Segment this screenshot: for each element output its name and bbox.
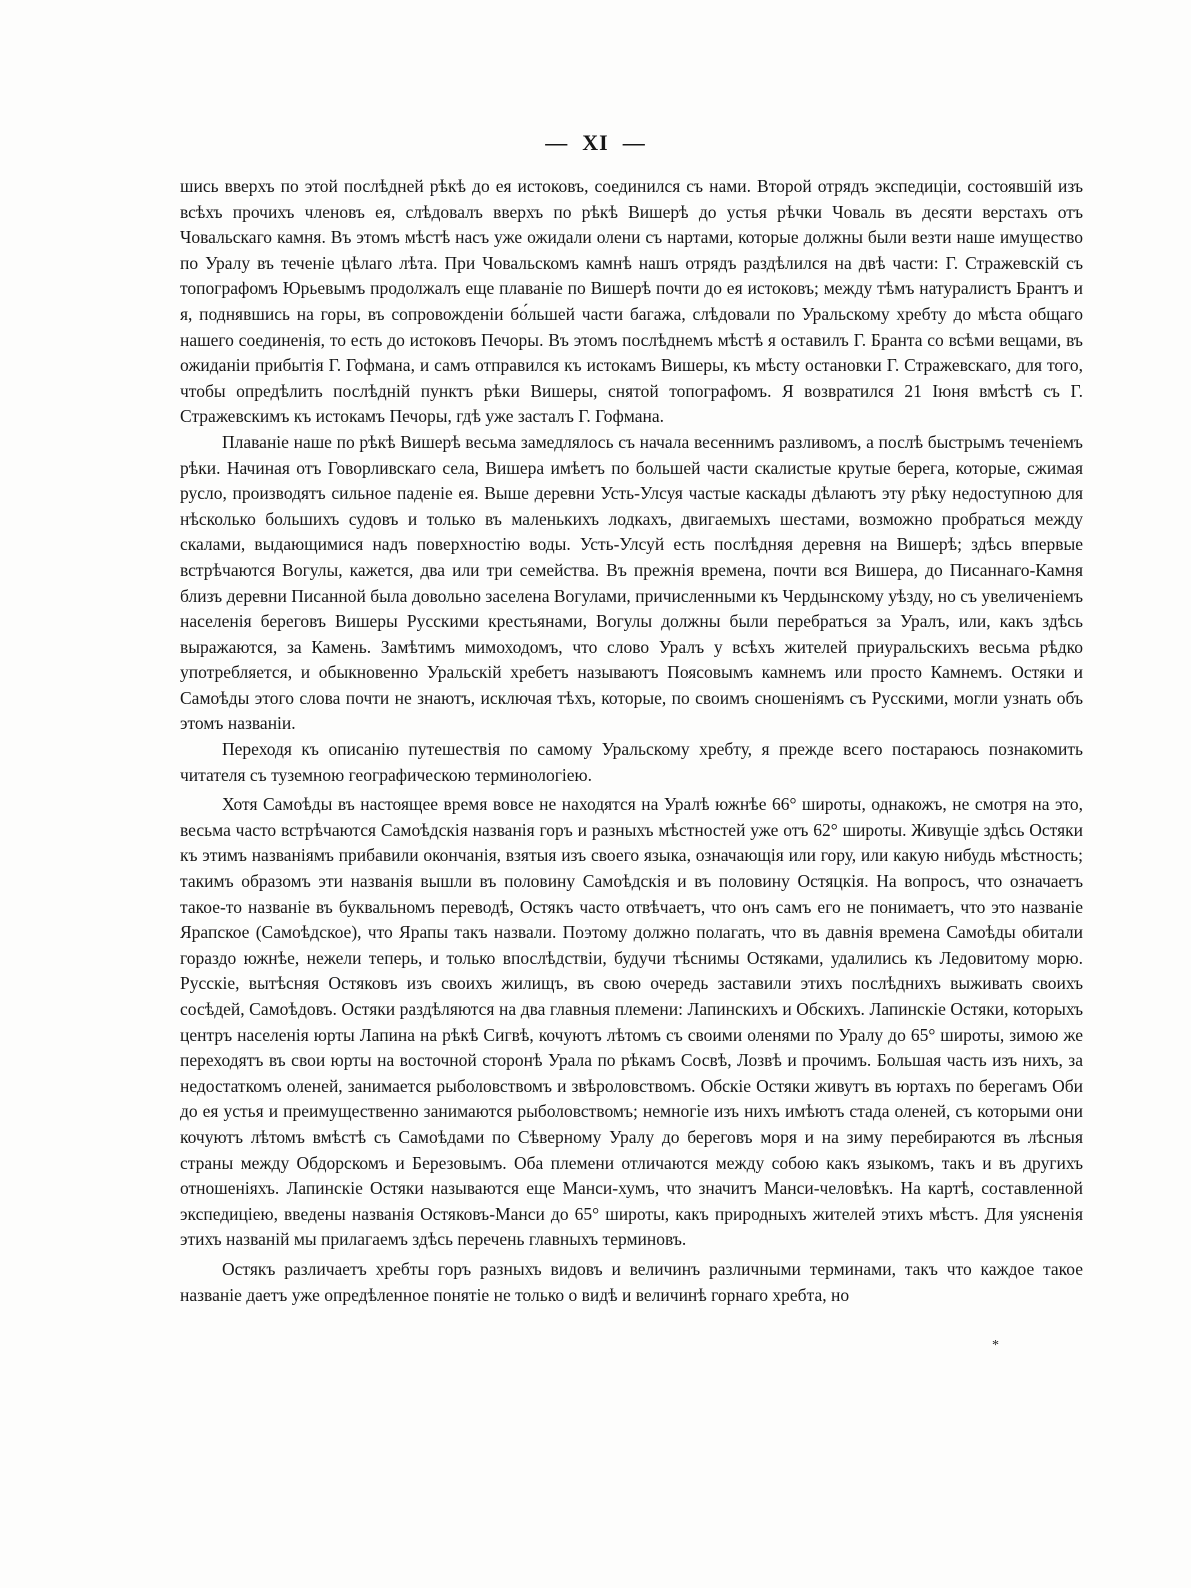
- paragraph-4: Хотя Самоѣды въ настоящее время вовсе не находятся на Уралѣ южнѣе 66° широты, однакожъ, не смотря на это, весьма часто встрѣчаются Самоѣдскія названія горъ и разныхъ мѣстностей уже отъ 62° широты. Живущіе здѣсь Остяки къ этимъ названіямъ прибавили окончанія, взятыя изъ своего языка, означающія или гору, или какую нибудь мѣстность; такимъ образомъ эти названія вышли въ половину Самоѣдскія и въ половину Остяцкія. На вопросъ, что означаетъ такое-то названіе въ буквальномъ переводѣ, Остякъ часто отвѣчаетъ, что онъ самъ его не понимаетъ, что это названіе Ярапское (Самоѣдское), что Ярапы такъ назвали. Поэтому должно полагать, что въ давнія времена Самоѣды обитали гораздо южнѣе, нежели теперь, и только впослѣдствіи, будучи тѣснимы Остяками, удалились къ Ледовитому морю. Русскіе, вытѣсняя Остяковъ изъ своихъ жилищъ, въ свою очередь заставили этихъ послѣднихъ выживать своихъ сосѣдей, Самоѣдовъ. Остяки раздѣляются на два главныя племени: Лапинскихъ и Обскихъ. Лапинскіе Остяки, которыхъ центръ населенія юрты Лапина на рѣкѣ Сигвѣ, кочуютъ лѣтомъ съ своими оленями по Уралу до 65° широты, зимою же переходятъ въ свои юрты на восточной сторонѣ Урала по рѣкамъ Сосвѣ, Лозвѣ и прочимъ. Большая часть изъ нихъ, за недостаткомъ оленей, занимается рыболовствомъ и звѣроловствомъ. Обскіе Остяки живутъ въ юртахъ по берегамъ Оби до ея устья и преимущественно занимаются рыболовствомъ; немногіе изъ нихъ имѣютъ стада оленей, съ которыми они кочуютъ лѣтомъ вмѣстѣ съ Самоѣдами по Сѣверному Уралу до береговъ моря и на зиму перебираются въ лѣсныя страны между Обдорскомъ и Березовымъ. Оба племени отличаются между собою какъ языкомъ, такъ и въ другихъ отношеніяхъ. Лапинскіе Остяки называются еще Манси-хумъ, что значитъ Манси-человѣкъ. На картѣ, составленной экспедиціею, введены названія Остяковъ-Манси до 65° широты, какъ природныхъ жителей этихъ мѣстъ. Для уясненія этихъ названій мы прилагаемъ здѣсь перечень главныхъ терминовъ.: [180, 794, 1083, 1250]
- paragraph-1: шись вверхъ по этой послѣдней рѣкѣ до ея истоковъ, соединился съ нами. Второй отрядъ экспедиціи, состоявшій изъ всѣхъ прочихъ членовъ ея, слѣдовалъ вверхъ по рѣкѣ Вишерѣ до устья рѣчки Човаль въ десяти верстахъ отъ Човальскаго камня. Въ этомъ мѣстѣ насъ уже ожидали олени съ нартами, которые должны были везти наше имущество по Уралу въ теченіе цѣлаго лѣта. При Човальскомъ камнѣ нашъ отрядъ раздѣлился на двѣ части: Г. Стражевскій съ топографомъ Юрьевымъ продолжалъ еще плаваніе по Вишерѣ почти до ея истоковъ; между тѣмъ натуралистъ Брантъ и я, поднявшись на горы, въ сопровожденіи бо́льшей части багажа, слѣдовали по Уральскому хребту до мѣста общаго нашего соединенія, то есть до истоковъ Печоры. Въ этомъ послѣднемъ мѣстѣ я оставилъ Г. Бранта со всѣми вещами, въ ожиданіи прибытія Г. Гофмана, и самъ отправился къ истокамъ Вишеры, къ мѣсту остановки Г. Стражевскаго, для того, чтобы опредѣлить послѣдній пунктъ рѣки Вишеры, снятой топографомъ. Я возвратился 21 Іюня вмѣстѣ съ Г. Стражевскимъ къ истокамъ Печоры, гдѣ уже засталъ Г. Гофмана.: [180, 176, 1083, 427]
- paragraph-5: Остякъ различаетъ хребты горъ разныхъ видовъ и величинъ различными терминами, такъ что каждое такое названіе даетъ уже опредѣленное понятіе не только о видѣ и величинѣ горнаго хребта, но: [180, 1258, 1083, 1305]
- page-number: XI: [582, 130, 609, 155]
- right-dash: —: [622, 130, 646, 155]
- paragraph-2: Плаваніе наше по рѣкѣ Вишерѣ весьма замедлялось съ начала весеннимъ разливомъ, а послѣ быстрымъ теченіемъ рѣки. Начиная отъ Говорливскаго села, Вишера имѣетъ по большей части скалистые крутые берега, которые, сжимая русло, производятъ сильное паденіе ея. Выше деревни Усть-Улсуя частые каскады дѣлаютъ эту рѣку недоступною для нѣсколько большихъ судовъ и только въ маленькихъ лодкахъ, двигаемыхъ шестами, возможно пробраться между скалами, выдающимися надъ поверхностію воды. Усть-Улсуй есть послѣдняя деревня на Вишерѣ; здѣсь впервые встрѣчаются Вогулы, кажется, два или три семейства. Въ прежнія времена, почти вся Вишера, до Писаннаго-Камня близъ деревни Писанной была довольно заселена Вогулами, причисленными къ Чердынскому уѣзду, но съ увеличеніемъ населенія береговъ Вишеры Русскими крестьянами, Вогулы должны были перебраться за Уралъ, или, какъ здѣсь выражаются, за Камень. Замѣтимъ мимоходомъ, что слово Уралъ у всѣхъ жителей приуральскихъ весьма рѣдко употребляется, и обыкновенно Уральскій хребетъ называютъ Поясовымъ камнемъ или просто Камнемъ. Остяки и Самоѣды этого слова почти не знаютъ, исключая тѣхъ, которые, по своимъ сношеніямъ съ Русскими, могли узнать объ этомъ названіи.: [180, 431, 1083, 734]
- page-number-header: [0, 130, 1191, 156]
- print-speck-mark: *: [992, 1338, 999, 1353]
- body-text: [180, 174, 1083, 1308]
- left-dash: —: [545, 130, 569, 155]
- paragraph-3: Переходя къ описанію путешествія по самому Уральскому хребту, я прежде всего постараюсь познакомить читателя съ туземною географическою терминологіею.: [180, 739, 1083, 785]
